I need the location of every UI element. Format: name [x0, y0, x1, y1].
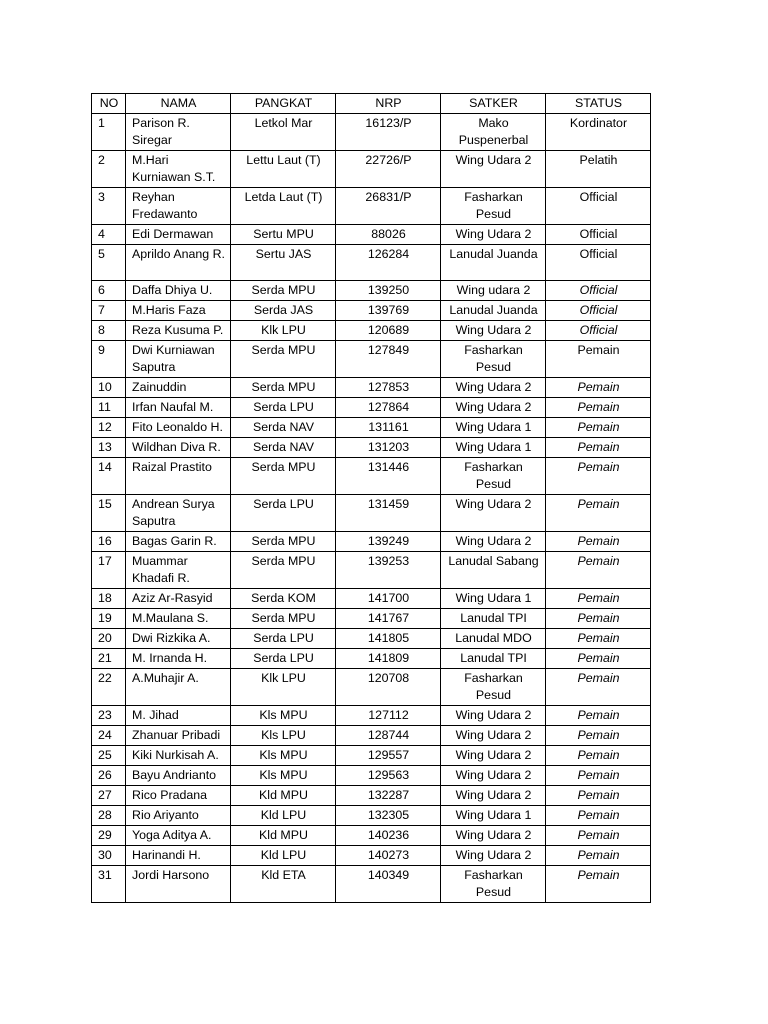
cell-status: Pemain — [546, 649, 651, 669]
cell-status: Pemain — [546, 418, 651, 438]
cell-satker: Wing Udara 1 — [441, 589, 546, 609]
cell-pangkat: Kls MPU — [231, 766, 336, 786]
cell-pangkat: Sertu MPU — [231, 225, 336, 245]
cell-pangkat: Serda NAV — [231, 438, 336, 458]
cell-nama: Zainuddin — [126, 378, 231, 398]
header-status: STATUS — [546, 94, 651, 114]
table-row — [92, 532, 651, 552]
table-header — [92, 94, 651, 114]
cell-nama: Dwi Rizkika A. — [126, 629, 231, 649]
cell-no: 24 — [92, 726, 126, 746]
cell-nrp: 141805 — [336, 629, 441, 649]
cell-nama: Harinandi H. — [126, 846, 231, 866]
cell-no: 22 — [92, 669, 126, 706]
table-row — [92, 281, 651, 301]
cell-satker: Fasharkan Pesud — [441, 188, 546, 225]
cell-pangkat: Serda MPU — [231, 532, 336, 552]
table-row — [92, 766, 651, 786]
cell-nrp: 140273 — [336, 846, 441, 866]
cell-nrp: 127849 — [336, 341, 441, 378]
cell-nrp: 131459 — [336, 495, 441, 532]
cell-satker: Lanudal Juanda — [441, 245, 546, 281]
cell-nrp: 132287 — [336, 786, 441, 806]
cell-nrp: 16123/P — [336, 114, 441, 151]
cell-nama: Kiki Nurkisah A. — [126, 746, 231, 766]
table-row — [92, 706, 651, 726]
cell-no: 25 — [92, 746, 126, 766]
cell-satker: Wing Udara 1 — [441, 438, 546, 458]
cell-status: Official — [546, 301, 651, 321]
table-row — [92, 866, 651, 903]
cell-satker: Wing Udara 2 — [441, 495, 546, 532]
cell-nrp: 140349 — [336, 866, 441, 903]
table-row — [92, 341, 651, 378]
cell-status: Pemain — [546, 846, 651, 866]
cell-pangkat: Letkol Mar — [231, 114, 336, 151]
table-row — [92, 786, 651, 806]
cell-satker: Wing Udara 2 — [441, 786, 546, 806]
cell-pangkat: Lettu Laut (T) — [231, 151, 336, 188]
cell-nama: Aziz Ar-Rasyid — [126, 589, 231, 609]
cell-nama: M.Haris Faza — [126, 301, 231, 321]
cell-pangkat: Serda KOM — [231, 589, 336, 609]
header-satker: SATKER — [441, 94, 546, 114]
cell-no: 1 — [92, 114, 126, 151]
cell-no: 27 — [92, 786, 126, 806]
header-no: NO — [92, 94, 126, 114]
cell-pangkat: Kls MPU — [231, 746, 336, 766]
cell-nama: M. Irnanda H. — [126, 649, 231, 669]
cell-satker: Wing Udara 2 — [441, 746, 546, 766]
cell-status: Official — [546, 281, 651, 301]
cell-pangkat: Serda MPU — [231, 552, 336, 589]
cell-no: 21 — [92, 649, 126, 669]
table-row — [92, 495, 651, 532]
cell-status: Pemain — [546, 806, 651, 826]
cell-satker: Lanudal Juanda — [441, 301, 546, 321]
cell-satker: Wing Udara 2 — [441, 398, 546, 418]
cell-pangkat: Letda Laut (T) — [231, 188, 336, 225]
table-row — [92, 609, 651, 629]
cell-satker: Wing Udara 2 — [441, 321, 546, 341]
cell-nrp: 141767 — [336, 609, 441, 629]
cell-no: 10 — [92, 378, 126, 398]
cell-nrp: 139769 — [336, 301, 441, 321]
cell-status: Pemain — [546, 458, 651, 495]
cell-nama: Irfan Naufal M. — [126, 398, 231, 418]
cell-no: 13 — [92, 438, 126, 458]
cell-nama: M. Jihad — [126, 706, 231, 726]
cell-no: 20 — [92, 629, 126, 649]
cell-status: Pemain — [546, 609, 651, 629]
table-body — [92, 114, 651, 903]
cell-satker: Wing Udara 2 — [441, 532, 546, 552]
cell-pangkat: Serda LPU — [231, 495, 336, 532]
cell-status: Pemain — [546, 589, 651, 609]
cell-nama: Bagas Garin R. — [126, 532, 231, 552]
cell-nama: Zhanuar Pribadi — [126, 726, 231, 746]
cell-pangkat: Kls LPU — [231, 726, 336, 746]
cell-satker: Wing Udara 1 — [441, 418, 546, 438]
cell-status: Pemain — [546, 706, 651, 726]
table-row — [92, 418, 651, 438]
cell-satker: Mako Puspenerbal — [441, 114, 546, 151]
cell-pangkat: Kld LPU — [231, 806, 336, 826]
table-row — [92, 225, 651, 245]
table-row — [92, 746, 651, 766]
cell-status: Pemain — [546, 495, 651, 532]
cell-satker: Lanudal TPI — [441, 609, 546, 629]
cell-no: 26 — [92, 766, 126, 786]
cell-status: Pemain — [546, 826, 651, 846]
cell-status: Pemain — [546, 341, 651, 378]
cell-no: 17 — [92, 552, 126, 589]
table-row — [92, 188, 651, 225]
cell-satker: Wing Udara 2 — [441, 726, 546, 746]
cell-nama: Muammar Khadafi R. — [126, 552, 231, 589]
cell-nrp: 88026 — [336, 225, 441, 245]
cell-no: 6 — [92, 281, 126, 301]
table-row — [92, 245, 651, 281]
cell-satker: Lanudal Sabang — [441, 552, 546, 589]
cell-status: Pemain — [546, 746, 651, 766]
cell-no: 14 — [92, 458, 126, 495]
table-row — [92, 301, 651, 321]
cell-nrp: 126284 — [336, 245, 441, 281]
table-row — [92, 114, 651, 151]
table-row — [92, 321, 651, 341]
cell-satker: Fasharkan Pesud — [441, 669, 546, 706]
cell-nrp: 131203 — [336, 438, 441, 458]
table-row — [92, 458, 651, 495]
cell-no: 30 — [92, 846, 126, 866]
table-row — [92, 846, 651, 866]
cell-nrp: 128744 — [336, 726, 441, 746]
table-row — [92, 649, 651, 669]
cell-no: 31 — [92, 866, 126, 903]
cell-satker: Fasharkan Pesud — [441, 341, 546, 378]
cell-pangkat: Klk LPU — [231, 321, 336, 341]
cell-satker: Wing Udara 2 — [441, 706, 546, 726]
table-row — [92, 438, 651, 458]
cell-nrp: 129563 — [336, 766, 441, 786]
table-row — [92, 726, 651, 746]
cell-satker: Wing Udara 1 — [441, 806, 546, 826]
cell-pangkat: Kld MPU — [231, 826, 336, 846]
cell-status: Pemain — [546, 669, 651, 706]
cell-nama: Daffa Dhiya U. — [126, 281, 231, 301]
cell-no: 7 — [92, 301, 126, 321]
cell-satker: Wing Udara 2 — [441, 846, 546, 866]
cell-status: Pemain — [546, 629, 651, 649]
cell-pangkat: Serda MPU — [231, 281, 336, 301]
cell-no: 23 — [92, 706, 126, 726]
cell-no: 16 — [92, 532, 126, 552]
table-row — [92, 552, 651, 589]
cell-no: 9 — [92, 341, 126, 378]
cell-satker: Fasharkan Pesud — [441, 866, 546, 903]
cell-nama: Rico Pradana — [126, 786, 231, 806]
cell-nrp: 120708 — [336, 669, 441, 706]
cell-pangkat: Serda LPU — [231, 649, 336, 669]
cell-pangkat: Kls MPU — [231, 706, 336, 726]
cell-pangkat: Kld MPU — [231, 786, 336, 806]
cell-satker: Wing Udara 2 — [441, 766, 546, 786]
cell-nrp: 26831/P — [336, 188, 441, 225]
table-row — [92, 629, 651, 649]
cell-nrp: 120689 — [336, 321, 441, 341]
cell-status: Pelatih — [546, 151, 651, 188]
cell-nama: Wildhan Diva R. — [126, 438, 231, 458]
cell-nama: Rio Ariyanto — [126, 806, 231, 826]
cell-satker: Lanudal TPI — [441, 649, 546, 669]
cell-nama: Dwi Kurniawan Saputra — [126, 341, 231, 378]
cell-status: Pemain — [546, 532, 651, 552]
cell-pangkat: Serda LPU — [231, 629, 336, 649]
header-pangkat: PANGKAT — [231, 94, 336, 114]
cell-nama: Yoga Aditya A. — [126, 826, 231, 846]
cell-nama: Reyhan Fredawanto — [126, 188, 231, 225]
cell-no: 19 — [92, 609, 126, 629]
cell-nrp: 141809 — [336, 649, 441, 669]
cell-status: Official — [546, 188, 651, 225]
cell-pangkat: Serda MPU — [231, 378, 336, 398]
cell-nama: Jordi Harsono — [126, 866, 231, 903]
cell-pangkat: Kld LPU — [231, 846, 336, 866]
cell-status: Pemain — [546, 398, 651, 418]
cell-status: Pemain — [546, 378, 651, 398]
header-nama: NAMA — [126, 94, 231, 114]
table-row — [92, 378, 651, 398]
cell-nrp: 131161 — [336, 418, 441, 438]
cell-status: Pemain — [546, 726, 651, 746]
cell-status: Kordinator — [546, 114, 651, 151]
cell-pangkat: Serda MPU — [231, 609, 336, 629]
cell-pangkat: Serda MPU — [231, 341, 336, 378]
cell-nrp: 141700 — [336, 589, 441, 609]
cell-nama: Bayu Andrianto — [126, 766, 231, 786]
cell-nrp: 140236 — [336, 826, 441, 846]
cell-satker: Fasharkan Pesud — [441, 458, 546, 495]
header-nrp: NRP — [336, 94, 441, 114]
cell-satker: Lanudal MDO — [441, 629, 546, 649]
cell-pangkat: Serda NAV — [231, 418, 336, 438]
cell-status: Official — [546, 321, 651, 341]
cell-no: 11 — [92, 398, 126, 418]
cell-nrp: 139250 — [336, 281, 441, 301]
cell-satker: Wing Udara 2 — [441, 826, 546, 846]
cell-no: 4 — [92, 225, 126, 245]
cell-nrp: 139253 — [336, 552, 441, 589]
cell-pangkat: Sertu JAS — [231, 245, 336, 281]
table-row — [92, 151, 651, 188]
cell-no: 2 — [92, 151, 126, 188]
cell-satker: Wing Udara 2 — [441, 378, 546, 398]
cell-no: 18 — [92, 589, 126, 609]
cell-no: 15 — [92, 495, 126, 532]
cell-nrp: 22726/P — [336, 151, 441, 188]
cell-nama: Aprildo Anang R. — [126, 245, 231, 281]
cell-nrp: 131446 — [336, 458, 441, 495]
cell-satker: Wing Udara 2 — [441, 225, 546, 245]
cell-nrp: 127864 — [336, 398, 441, 418]
cell-pangkat: Serda JAS — [231, 301, 336, 321]
table-row — [92, 589, 651, 609]
cell-nama: M.Maulana S. — [126, 609, 231, 629]
cell-no: 8 — [92, 321, 126, 341]
table-row — [92, 398, 651, 418]
cell-no: 12 — [92, 418, 126, 438]
table-row — [92, 669, 651, 706]
cell-nrp: 129557 — [336, 746, 441, 766]
cell-pangkat: Serda LPU — [231, 398, 336, 418]
cell-nama: Parison R. Siregar — [126, 114, 231, 151]
cell-status: Pemain — [546, 766, 651, 786]
cell-status: Pemain — [546, 552, 651, 589]
header-row — [92, 94, 651, 114]
cell-nrp: 127112 — [336, 706, 441, 726]
cell-nama: Reza Kusuma P. — [126, 321, 231, 341]
cell-nama: Raizal Prastito — [126, 458, 231, 495]
cell-nama: A.Muhajir A. — [126, 669, 231, 706]
cell-nrp: 132305 — [336, 806, 441, 826]
cell-nama: Fito Leonaldo H. — [126, 418, 231, 438]
cell-no: 5 — [92, 245, 126, 281]
cell-status: Official — [546, 245, 651, 281]
cell-status: Official — [546, 225, 651, 245]
table-row — [92, 826, 651, 846]
cell-nama: M.Hari Kurniawan S.T. — [126, 151, 231, 188]
cell-pangkat: Serda MPU — [231, 458, 336, 495]
cell-nrp: 139249 — [336, 532, 441, 552]
cell-pangkat: Kld ETA — [231, 866, 336, 903]
cell-nama: Edi Dermawan — [126, 225, 231, 245]
cell-no: 28 — [92, 806, 126, 826]
cell-no: 3 — [92, 188, 126, 225]
cell-satker: Wing udara 2 — [441, 281, 546, 301]
cell-nama: Andrean Surya Saputra — [126, 495, 231, 532]
cell-no: 29 — [92, 826, 126, 846]
roster-table — [91, 93, 651, 903]
table-row — [92, 806, 651, 826]
cell-nrp: 127853 — [336, 378, 441, 398]
cell-pangkat: Klk LPU — [231, 669, 336, 706]
cell-status: Pemain — [546, 786, 651, 806]
cell-status: Pemain — [546, 438, 651, 458]
cell-satker: Wing Udara 2 — [441, 151, 546, 188]
cell-status: Pemain — [546, 866, 651, 903]
